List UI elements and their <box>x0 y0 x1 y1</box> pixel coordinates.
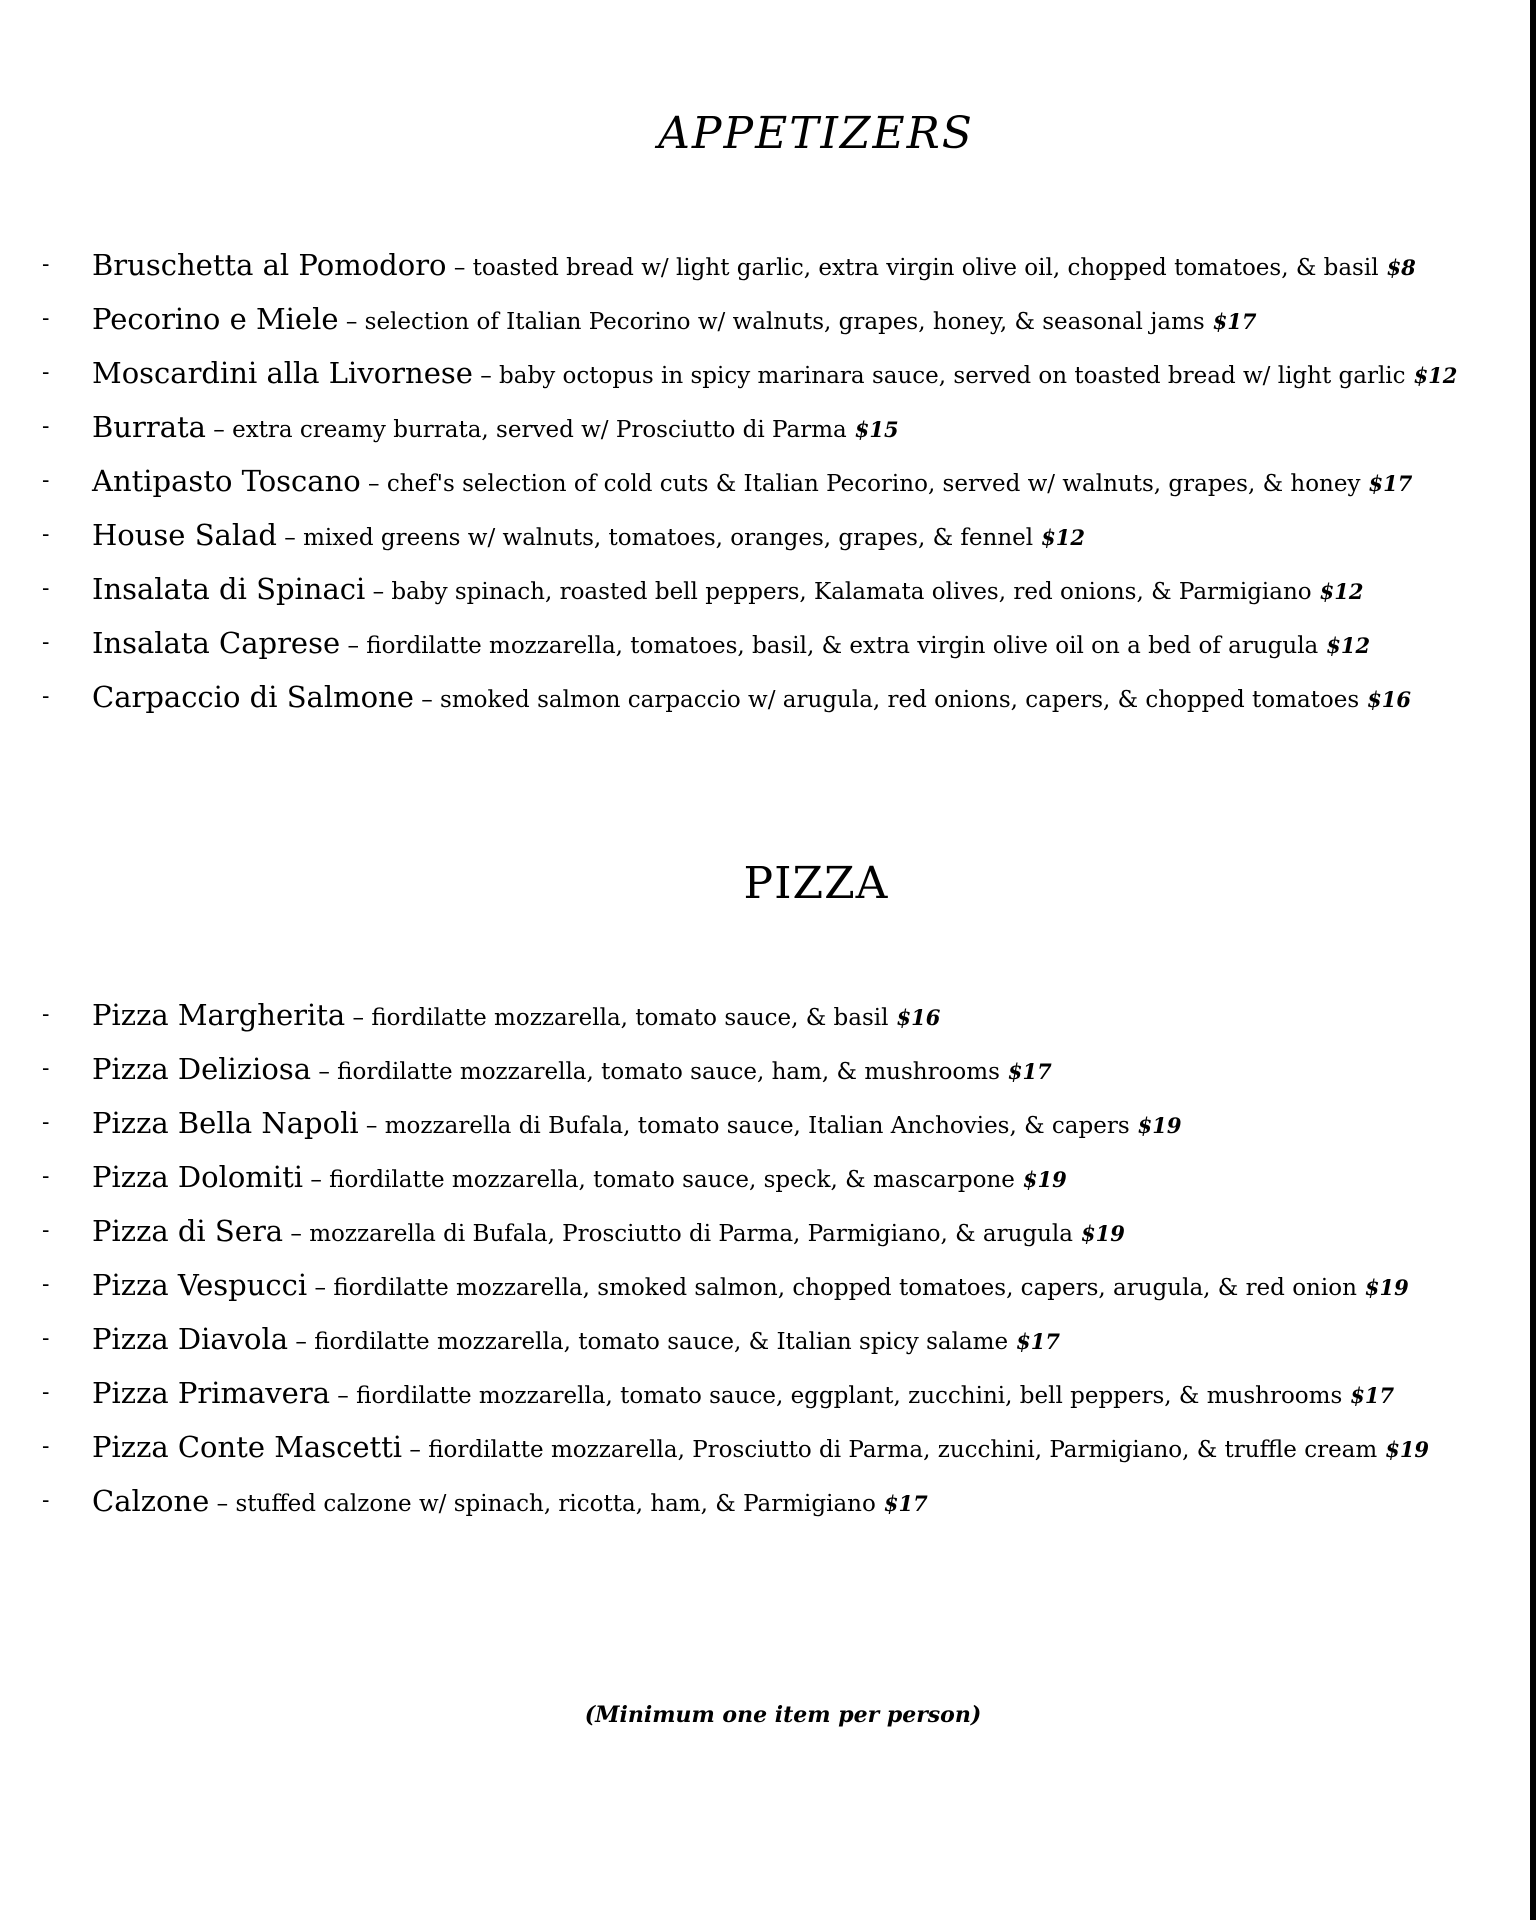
pizza-list <box>0 988 1500 1528</box>
item-price: $12 <box>1326 633 1371 658</box>
bullet-dash: - <box>42 1434 50 1459</box>
menu-item <box>0 1258 1500 1312</box>
item-price: $19 <box>1385 1437 1430 1462</box>
item-price: $19 <box>1080 1221 1125 1246</box>
item-description: fiordilatte mozzarella, tomato sauce, eggplant, zucchini, bell peppers, & mushrooms <box>356 1383 1343 1409</box>
item-price: $8 <box>1386 255 1416 280</box>
item-text <box>92 1204 1125 1263</box>
bullet-dash: - <box>42 360 50 385</box>
item-name: Bruschetta al Pomodoro <box>92 248 447 282</box>
item-name: Carpaccio di Salmone <box>92 680 414 714</box>
item-name: Pizza Primavera <box>92 1376 330 1410</box>
item-text <box>92 292 1257 351</box>
bullet-dash: - <box>42 252 50 277</box>
item-price: $17 <box>1350 1383 1395 1408</box>
bullet-dash: - <box>42 1326 50 1351</box>
item-description: mixed greens w/ walnuts, tomatoes, oranges, grapes, & fennel <box>303 525 1034 551</box>
item-separator: – <box>340 633 367 659</box>
item-description: chef's selection of cold cuts & Italian Pecorino, served w/ walnuts, grapes, & honey <box>386 471 1361 497</box>
bullet-dash: - <box>42 1164 50 1189</box>
bullet-dash: - <box>42 1488 50 1513</box>
menu-item <box>0 616 1500 670</box>
menu-item <box>0 670 1500 724</box>
menu-item <box>0 988 1500 1042</box>
item-price: $19 <box>1137 1113 1182 1138</box>
menu-item <box>0 454 1500 508</box>
bullet-dash: - <box>42 306 50 331</box>
item-separator: – <box>209 1491 236 1517</box>
item-description: fiordilatte mozzarella, tomato sauce, speck, & mascarpone <box>329 1167 1015 1193</box>
item-text <box>92 400 899 459</box>
item-name: Antipasto Toscano <box>92 464 361 498</box>
item-text <box>92 1474 928 1533</box>
item-price: $12 <box>1319 579 1364 604</box>
item-separator: – <box>307 1275 334 1301</box>
item-text <box>92 1042 1052 1101</box>
item-text <box>92 670 1411 729</box>
item-description: toasted bread w/ light garlic, extra virgin olive oil, chopped tomatoes, & basil <box>472 255 1379 281</box>
item-text <box>92 1366 1394 1425</box>
item-price: $15 <box>854 417 899 442</box>
item-name: Pizza Margherita <box>92 998 346 1032</box>
bullet-dash: - <box>42 1002 50 1027</box>
item-price: $16 <box>896 1005 941 1030</box>
item-separator: – <box>338 309 365 335</box>
item-price: $17 <box>1212 309 1257 334</box>
menu-item <box>0 1474 1500 1528</box>
item-price: $17 <box>1007 1059 1052 1084</box>
bullet-dash: - <box>42 414 50 439</box>
item-description: selection of Italian Pecorino w/ walnuts, grapes, honey, & seasonal jams <box>364 309 1205 335</box>
menu-item <box>0 1420 1500 1474</box>
bullet-dash: - <box>42 1056 50 1081</box>
item-name: Pizza Deliziosa <box>92 1052 312 1086</box>
bullet-dash: - <box>42 576 50 601</box>
item-text <box>92 1312 1060 1371</box>
item-name: Pizza Bella Napoli <box>92 1106 359 1140</box>
item-description: stuffed calzone w/ spinach, ricotta, ham, & Parmigiano <box>235 1491 876 1517</box>
menu-item <box>0 400 1500 454</box>
menu-item <box>0 1312 1500 1366</box>
item-price: $19 <box>1364 1275 1409 1300</box>
menu-item <box>0 1042 1500 1096</box>
item-description: mozzarella di Bufala, Prosciutto di Parma, Parmigiano, & arugula <box>309 1221 1073 1247</box>
item-name: Pizza Dolomiti <box>92 1160 304 1194</box>
item-text <box>92 454 1412 513</box>
item-description: fiordilatte mozzarella, tomato sauce, ham, & mushrooms <box>337 1059 1000 1085</box>
item-separator: – <box>365 579 392 605</box>
item-separator: – <box>311 1059 338 1085</box>
item-name: Insalata Caprese <box>92 626 341 660</box>
item-separator: – <box>205 417 233 443</box>
item-text <box>92 616 1370 675</box>
menu-item <box>0 1096 1500 1150</box>
item-price: $19 <box>1022 1167 1067 1192</box>
item-description: fiordilatte mozzarella, tomatoes, basil, & extra virgin olive oil on a bed of arugula <box>366 633 1319 659</box>
item-separator: – <box>330 1383 357 1409</box>
bullet-dash: - <box>42 684 50 709</box>
item-price: $17 <box>883 1491 928 1516</box>
item-price: $16 <box>1367 687 1412 712</box>
appetizers-heading: APPETIZERS <box>658 108 974 159</box>
item-description: fiordilatte mozzarella, smoked salmon, chopped tomatoes, capers, arugula, & red onion <box>333 1275 1357 1301</box>
item-name: Pizza Diavola <box>92 1322 289 1356</box>
item-name: House Salad <box>92 518 277 552</box>
item-price: $12 <box>1413 363 1458 388</box>
item-name: Insalata di Spinaci <box>92 572 366 606</box>
item-price: $17 <box>1368 471 1413 496</box>
item-text <box>92 1096 1181 1155</box>
item-separator: – <box>358 1113 385 1139</box>
item-separator: – <box>360 471 387 497</box>
item-text <box>92 1258 1409 1317</box>
item-separator: – <box>446 255 473 281</box>
bullet-dash: - <box>42 522 50 547</box>
bullet-dash: - <box>42 630 50 655</box>
appetizers-list <box>0 238 1500 724</box>
item-name: Pizza Vespucci <box>92 1268 308 1302</box>
item-text <box>92 346 1457 405</box>
bullet-dash: - <box>42 1218 50 1243</box>
item-name: Pizza di Sera <box>92 1214 284 1248</box>
item-separator: – <box>283 1221 310 1247</box>
item-separator: – <box>472 363 500 389</box>
item-text <box>92 1420 1429 1479</box>
menu-item <box>0 562 1500 616</box>
bullet-dash: - <box>42 1380 50 1405</box>
item-separator: – <box>402 1437 429 1463</box>
item-separator: – <box>288 1329 315 1355</box>
item-price: $17 <box>1016 1329 1060 1354</box>
item-description: fiordilatte mozzarella, Prosciutto di Parma, zucchini, Parmigiano, & truffle cream <box>428 1437 1378 1463</box>
item-separator: – <box>276 525 304 551</box>
item-name: Pizza Conte Mascetti <box>92 1430 403 1464</box>
bullet-dash: - <box>42 1110 50 1135</box>
item-description: mozzarella di Bufala, tomato sauce, Italian Anchovies, & capers <box>384 1113 1130 1139</box>
menu-item <box>0 238 1500 292</box>
item-description: baby spinach, roasted bell peppers, Kalamata olives, red onions, & Parmigiano <box>391 579 1312 605</box>
item-separator: – <box>413 687 441 713</box>
menu-item <box>0 292 1500 346</box>
bullet-dash: - <box>42 468 50 493</box>
item-description: baby octopus in spicy marinara sauce, served on toasted bread w/ light garlic <box>499 363 1406 389</box>
bullet-dash: - <box>42 1272 50 1297</box>
menu-item <box>0 1366 1500 1420</box>
item-description: fiordilatte mozzarella, tomato sauce, & basil <box>371 1005 889 1031</box>
item-name: Moscardini alla Livornese <box>92 356 473 390</box>
item-name: Calzone <box>92 1484 210 1518</box>
menu-item <box>0 508 1500 562</box>
item-price: $12 <box>1041 525 1085 550</box>
item-description: smoked salmon carpaccio w/ arugula, red onions, capers, & chopped tomatoes <box>440 687 1360 713</box>
menu-item <box>0 1150 1500 1204</box>
item-description: fiordilatte mozzarella, tomato sauce, & Italian spicy salame <box>314 1329 1009 1355</box>
item-name: Burrata <box>92 410 206 444</box>
item-text <box>92 988 940 1047</box>
pizza-heading: PIZZA <box>743 858 889 909</box>
item-name: Pecorino e Miele <box>92 302 339 336</box>
item-text <box>92 238 1416 297</box>
item-separator: – <box>345 1005 372 1031</box>
item-text <box>92 1150 1067 1209</box>
menu-item <box>0 346 1500 400</box>
item-text <box>92 562 1364 621</box>
item-separator: – <box>303 1167 330 1193</box>
page-edge-border <box>1530 0 1536 1920</box>
item-description: extra creamy burrata, served w/ Prosciutto di Parma <box>232 417 847 443</box>
menu-item <box>0 1204 1500 1258</box>
item-text <box>92 508 1085 567</box>
minimum-order-note: (Minimum one item per person) <box>584 1702 982 1728</box>
